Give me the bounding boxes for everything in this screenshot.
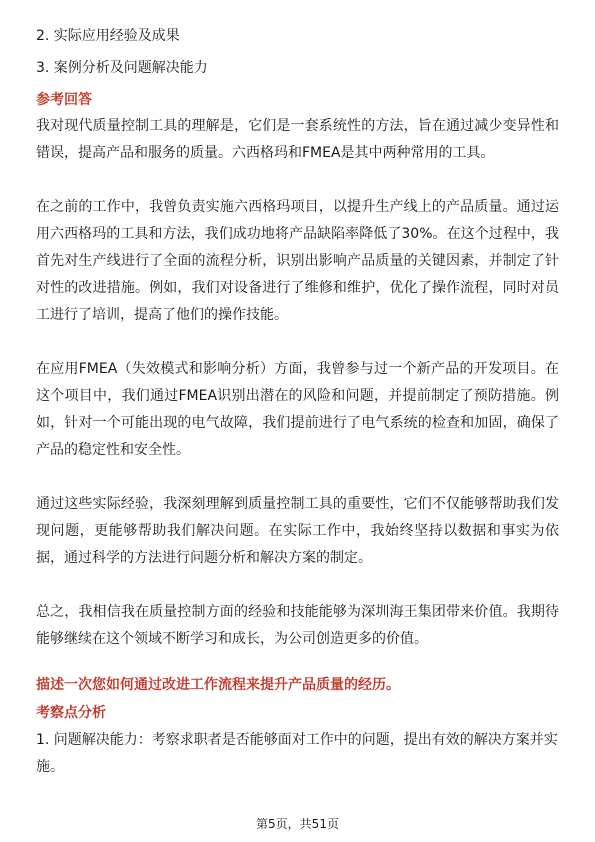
page-footer: 第5页，共51页 bbox=[256, 817, 339, 831]
page-content bbox=[36, 26, 559, 781]
answer-heading: 参考回答 bbox=[36, 92, 92, 108]
answer-paragraph: 在之前的工作中，我曾负责实施六西格玛项目，以提升生产线上的产品质量。通过运用六西格玛的工具和方法，我们成功地将产品缺陷率降低了30%。在这个过程中，我首先对生产线进行了全面的流程分析，识别出影响产品质量的关键因素，并制定了针对性的改进措施。例如，我们对设备进行了维修和维护，优化了操作流程，同时对员工进行了培训，提高了他们的操作技能。 bbox=[36, 199, 559, 323]
answer-paragraph: 总之，我相信我在质量控制方面的经验和技能能够为深圳海王集团带来价值。我期待能够继续在这个领域不断学习和成长，为公司创造更多的价值。 bbox=[36, 604, 559, 647]
list-item: 2. 实际应用经验及成果 bbox=[36, 28, 180, 44]
list-item: 3. 案例分析及问题解决能力 bbox=[36, 60, 208, 76]
answer-paragraph: 在应用FMEA（失效模式和影响分析）方面，我曾参与过一个新产品的开发项目。在这个项目中，我们通过FMEA识别出潜在的风险和问题，并提前制定了预防措施。例如，针对一个可能出现的电气故障，我们提前进行了电气系统的检查和加固，确保了产品的稳定性和安全性。 bbox=[36, 361, 559, 458]
interview-question: 描述一次您如何通过改进工作流程来提升产品质量的经历。 bbox=[36, 677, 400, 693]
analysis-item: 1. 问题解决能力：考察求职者是否能够面对工作中的问题，提出有效的解决方案并实施。 bbox=[36, 732, 558, 775]
analysis-heading: 考察点分析 bbox=[36, 705, 106, 721]
answer-paragraph: 我对现代质量控制工具的理解是，它们是一套系统性的方法，旨在通过减少变异性和错误，提高产品和服务的质量。六西格玛和FMEA是其中两种常用的工具。 bbox=[36, 118, 559, 161]
answer-paragraph: 通过这些实际经验，我深刻理解到质量控制工具的重要性，它们不仅能够帮助我们发现问题，更能够帮助我们解决问题。在实际工作中，我始终坚持以数据和事实为依据，通过科学的方法进行问题分析和解决方案的制定。 bbox=[36, 496, 559, 566]
